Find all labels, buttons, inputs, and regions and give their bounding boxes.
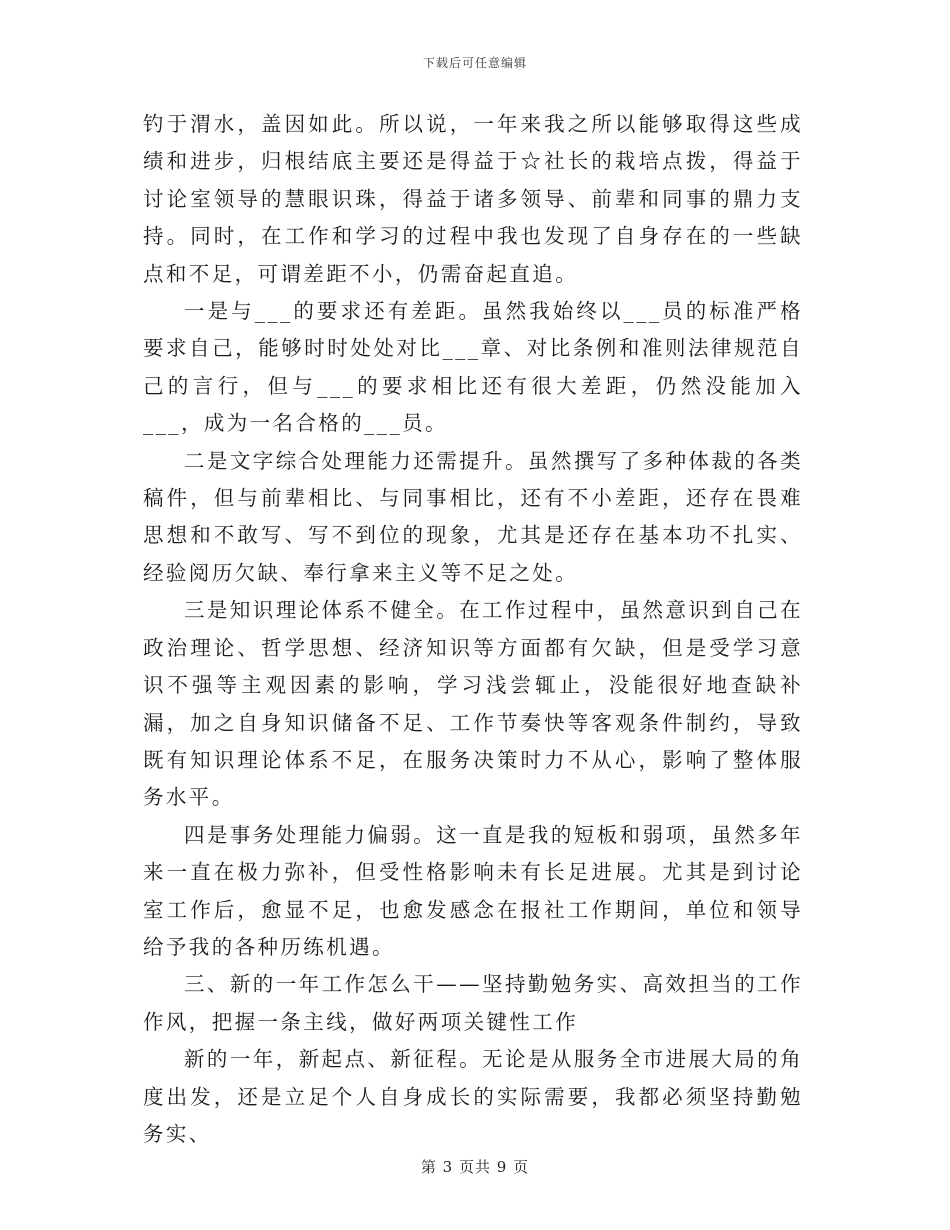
paragraph-continuation: 钓于渭水，盖因如此。所以说，一年来我之所以能够取得这些成绩和进步，归根结底主要还是得益于☆社长的栽培点拨，得益于讨论室领导的慧眼识珠，得益于诸多领导、前辈和同事的鼎力支持。同时，在工作和学习的过程中我也发现了自身存在的一些缺点和不足，可谓差距不小，仍需奋起直追。	[143, 112, 803, 286]
paragraph-point-two: 二是文字综合处理能力还需提升。虽然撰写了多种体裁的各类稿件，但与前辈相比、与同事相比，还有不小差距，还存在畏难思想和不敢写、写不到位的现象，尤其是还存在基本功不扎实、经验阅历欠缺、奉行拿来主义等不足之处。	[143, 448, 803, 585]
section-heading-three: 三、新的一年工作怎么干——坚持勤勉务实、高效担当的工作作风，把握一条主线，做好两项关键性工作	[143, 972, 803, 1034]
paragraph-new-year: 新的一年，新起点、新征程。无论是从服务全市进展大局的角度出发，还是立足个人自身成长的实际需要，我都必须坚持勤勉务实、	[143, 1047, 803, 1146]
paragraph-point-four: 四是事务处理能力偏弱。这一直是我的短板和弱项，虽然多年来一直在极力弥补，但受性格影响未有长足进展。尤其是到讨论室工作后，愈显不足，也愈发感念在报社工作期间，单位和领导给予我的各种历练机遇。	[143, 822, 803, 959]
page-header-note: 下载后可任意编辑	[422, 56, 527, 70]
paragraph-point-three: 三是知识理论体系不健全。在工作过程中，虽然意识到自己在政治理论、哲学思想、经济知识等方面都有欠缺，但是受学习意识不强等主观因素的影响，学习浅尝辄止，没能很好地查缺补漏，加之自身知识储备不足、工作节奏快等客观条件制约，导致既有知识理论体系不足，在服务决策时力不从心，影响了整体服务水平。	[143, 598, 803, 810]
page-number: 第 3 页共 9 页	[420, 1158, 530, 1176]
document-body	[143, 106, 803, 1153]
paragraph-point-one: 一是与___的要求还有差距。虽然我始终以___员的标准严格要求自己，能够时时处处对比___章、对比条例和准则法律规范自己的言行，但与___的要求相比还有很大差距，仍然没能加入___，成为一名合格的___员。	[143, 299, 803, 436]
